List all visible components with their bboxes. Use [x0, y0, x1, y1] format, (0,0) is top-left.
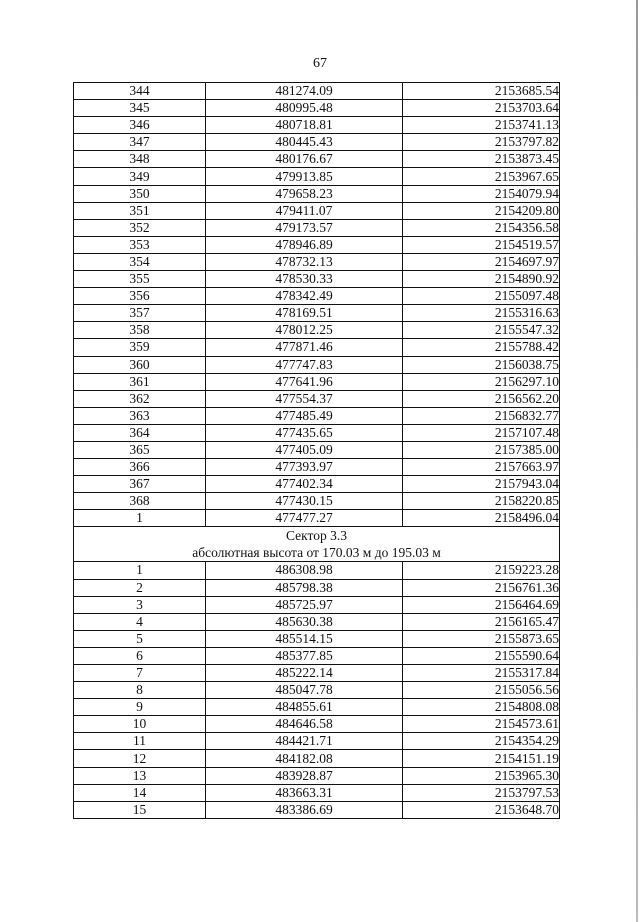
y-coordinate-cell: 2154573.61: [403, 716, 560, 733]
page-number: 67: [313, 56, 327, 71]
y-coordinate-cell: 2155788.42: [403, 339, 560, 356]
point-number-cell: 1: [74, 562, 206, 579]
table-row: [74, 733, 560, 750]
coordinates-table: [73, 82, 560, 819]
x-coordinate-cell: 483663.31: [206, 784, 403, 801]
x-coordinate-cell: 485725.97: [206, 596, 403, 613]
x-coordinate-cell: 477477.27: [206, 510, 403, 527]
x-coordinate-cell: 478530.33: [206, 271, 403, 288]
table-row: [74, 100, 560, 117]
x-coordinate-cell: 485514.15: [206, 630, 403, 647]
table-row: [74, 510, 560, 527]
table-row: [74, 630, 560, 647]
x-coordinate-cell: 485047.78: [206, 682, 403, 699]
x-coordinate-cell: 477554.37: [206, 390, 403, 407]
table-body-after: [74, 562, 560, 818]
x-coordinate-cell: 483928.87: [206, 767, 403, 784]
table-row: [74, 682, 560, 699]
table-row: [74, 801, 560, 818]
x-coordinate-cell: 479173.57: [206, 219, 403, 236]
point-number-cell: 346: [74, 117, 206, 134]
point-number-cell: 11: [74, 733, 206, 750]
y-coordinate-cell: 2157663.97: [403, 459, 560, 476]
y-coordinate-cell: 2154890.92: [403, 271, 560, 288]
table-row: [74, 613, 560, 630]
table-row: [74, 441, 560, 458]
y-coordinate-cell: 2159223.28: [403, 562, 560, 579]
y-coordinate-cell: 2154209.80: [403, 202, 560, 219]
x-coordinate-cell: 478342.49: [206, 288, 403, 305]
section-subtitle: абсолютная высота от 170.03 м до 195.03 м: [192, 545, 441, 561]
y-coordinate-cell: 2155097.48: [403, 288, 560, 305]
x-coordinate-cell: 477402.34: [206, 476, 403, 493]
table-row: [74, 716, 560, 733]
table-row: [74, 236, 560, 253]
section-header-body: [74, 527, 560, 562]
x-coordinate-cell: 485630.38: [206, 613, 403, 630]
point-number-cell: 15: [74, 801, 206, 818]
x-coordinate-cell: 477747.83: [206, 356, 403, 373]
y-coordinate-cell: 2157385.00: [403, 441, 560, 458]
point-number-cell: 353: [74, 236, 206, 253]
point-number-cell: 350: [74, 185, 206, 202]
point-number-cell: 5: [74, 630, 206, 647]
x-coordinate-cell: 484855.61: [206, 699, 403, 716]
x-coordinate-cell: 477485.49: [206, 407, 403, 424]
y-coordinate-cell: 2158496.04: [403, 510, 560, 527]
scan-edge-line: [636, 0, 638, 922]
point-number-cell: 359: [74, 339, 206, 356]
x-coordinate-cell: 480445.43: [206, 134, 403, 151]
point-number-cell: 363: [74, 407, 206, 424]
point-number-cell: 4: [74, 613, 206, 630]
point-number-cell: 349: [74, 168, 206, 185]
table-body-before: [74, 83, 560, 527]
point-number-cell: 7: [74, 665, 206, 682]
table-row: [74, 579, 560, 596]
x-coordinate-cell: 484182.08: [206, 750, 403, 767]
y-coordinate-cell: 2155317.84: [403, 665, 560, 682]
point-number-cell: 3: [74, 596, 206, 613]
x-coordinate-cell: 478732.13: [206, 253, 403, 270]
x-coordinate-cell: 479913.85: [206, 168, 403, 185]
x-coordinate-cell: 484421.71: [206, 733, 403, 750]
y-coordinate-cell: 2153797.53: [403, 784, 560, 801]
table-row: [74, 117, 560, 134]
y-coordinate-cell: 2153648.70: [403, 801, 560, 818]
point-number-cell: 358: [74, 322, 206, 339]
x-coordinate-cell: 477871.46: [206, 339, 403, 356]
y-coordinate-cell: 2156165.47: [403, 613, 560, 630]
point-number-cell: 344: [74, 83, 206, 100]
x-coordinate-cell: 480995.48: [206, 100, 403, 117]
y-coordinate-cell: 2158220.85: [403, 493, 560, 510]
point-number-cell: 2: [74, 579, 206, 596]
point-number-cell: 352: [74, 219, 206, 236]
y-coordinate-cell: 2153741.13: [403, 117, 560, 134]
x-coordinate-cell: 479411.07: [206, 202, 403, 219]
table-row: [74, 168, 560, 185]
point-number-cell: 12: [74, 750, 206, 767]
x-coordinate-cell: 480718.81: [206, 117, 403, 134]
point-number-cell: 362: [74, 390, 206, 407]
x-coordinate-cell: 484646.58: [206, 716, 403, 733]
y-coordinate-cell: 2156464.69: [403, 596, 560, 613]
point-number-cell: 347: [74, 134, 206, 151]
y-coordinate-cell: 2155590.64: [403, 647, 560, 664]
y-coordinate-cell: 2153965.30: [403, 767, 560, 784]
point-number-cell: 14: [74, 784, 206, 801]
y-coordinate-cell: 2153685.54: [403, 83, 560, 100]
point-number-cell: 368: [74, 493, 206, 510]
y-coordinate-cell: 2156761.36: [403, 579, 560, 596]
y-coordinate-cell: 2154697.97: [403, 253, 560, 270]
point-number-cell: 345: [74, 100, 206, 117]
table-row: [74, 665, 560, 682]
x-coordinate-cell: 479658.23: [206, 185, 403, 202]
table-row: [74, 271, 560, 288]
point-number-cell: 360: [74, 356, 206, 373]
y-coordinate-cell: 2154808.08: [403, 699, 560, 716]
y-coordinate-cell: 2154356.58: [403, 219, 560, 236]
table-row: [74, 151, 560, 168]
y-coordinate-cell: 2156038.75: [403, 356, 560, 373]
section-header-cell: [74, 527, 560, 562]
x-coordinate-cell: 477435.65: [206, 424, 403, 441]
table-row: [74, 322, 560, 339]
point-number-cell: 366: [74, 459, 206, 476]
y-coordinate-cell: 2155873.65: [403, 630, 560, 647]
point-number-cell: 13: [74, 767, 206, 784]
table-row: [74, 373, 560, 390]
x-coordinate-cell: 486308.98: [206, 562, 403, 579]
y-coordinate-cell: 2155316.63: [403, 305, 560, 322]
table-row: [74, 699, 560, 716]
table-row: [74, 459, 560, 476]
y-coordinate-cell: 2156297.10: [403, 373, 560, 390]
table-row: [74, 83, 560, 100]
point-number-cell: 364: [74, 424, 206, 441]
point-number-cell: 6: [74, 647, 206, 664]
point-number-cell: 365: [74, 441, 206, 458]
x-coordinate-cell: 477405.09: [206, 441, 403, 458]
table-row: [74, 288, 560, 305]
point-number-cell: 356: [74, 288, 206, 305]
table-row: [74, 219, 560, 236]
table-row: [74, 339, 560, 356]
table-row: [74, 424, 560, 441]
section-header-row: [74, 527, 560, 562]
y-coordinate-cell: 2153797.82: [403, 134, 560, 151]
x-coordinate-cell: 481274.09: [206, 83, 403, 100]
table-row: [74, 407, 560, 424]
y-coordinate-cell: 2154151.19: [403, 750, 560, 767]
y-coordinate-cell: 2157107.48: [403, 424, 560, 441]
y-coordinate-cell: 2155056.56: [403, 682, 560, 699]
x-coordinate-cell: 485377.85: [206, 647, 403, 664]
table-row: [74, 202, 560, 219]
point-number-cell: 348: [74, 151, 206, 168]
y-coordinate-cell: 2154519.57: [403, 236, 560, 253]
x-coordinate-cell: 477393.97: [206, 459, 403, 476]
y-coordinate-cell: 2156562.20: [403, 390, 560, 407]
y-coordinate-cell: 2153703.64: [403, 100, 560, 117]
y-coordinate-cell: 2153873.45: [403, 151, 560, 168]
x-coordinate-cell: 478169.51: [206, 305, 403, 322]
point-number-cell: 1: [74, 510, 206, 527]
table-row: [74, 493, 560, 510]
point-number-cell: 354: [74, 253, 206, 270]
x-coordinate-cell: 480176.67: [206, 151, 403, 168]
point-number-cell: 351: [74, 202, 206, 219]
x-coordinate-cell: 483386.69: [206, 801, 403, 818]
table-row: [74, 476, 560, 493]
table-row: [74, 750, 560, 767]
table-row: [74, 356, 560, 373]
x-coordinate-cell: 477641.96: [206, 373, 403, 390]
point-number-cell: 9: [74, 699, 206, 716]
x-coordinate-cell: 485222.14: [206, 665, 403, 682]
point-number-cell: 8: [74, 682, 206, 699]
table-row: [74, 253, 560, 270]
y-coordinate-cell: 2153967.65: [403, 168, 560, 185]
point-number-cell: 10: [74, 716, 206, 733]
y-coordinate-cell: 2156832.77: [403, 407, 560, 424]
x-coordinate-cell: 478012.25: [206, 322, 403, 339]
table-row: [74, 784, 560, 801]
point-number-cell: 367: [74, 476, 206, 493]
x-coordinate-cell: 485798.38: [206, 579, 403, 596]
table-row: [74, 390, 560, 407]
section-title: Сектор 3.3: [285, 528, 347, 544]
table-row: [74, 185, 560, 202]
table-row: [74, 647, 560, 664]
y-coordinate-cell: 2154354.29: [403, 733, 560, 750]
table-row: [74, 767, 560, 784]
y-coordinate-cell: 2154079.94: [403, 185, 560, 202]
point-number-cell: 361: [74, 373, 206, 390]
table-row: [74, 305, 560, 322]
table-row: [74, 134, 560, 151]
x-coordinate-cell: 478946.89: [206, 236, 403, 253]
table-row: [74, 562, 560, 579]
point-number-cell: 357: [74, 305, 206, 322]
table-row: [74, 596, 560, 613]
x-coordinate-cell: 477430.15: [206, 493, 403, 510]
y-coordinate-cell: 2157943.04: [403, 476, 560, 493]
point-number-cell: 355: [74, 271, 206, 288]
y-coordinate-cell: 2155547.32: [403, 322, 560, 339]
